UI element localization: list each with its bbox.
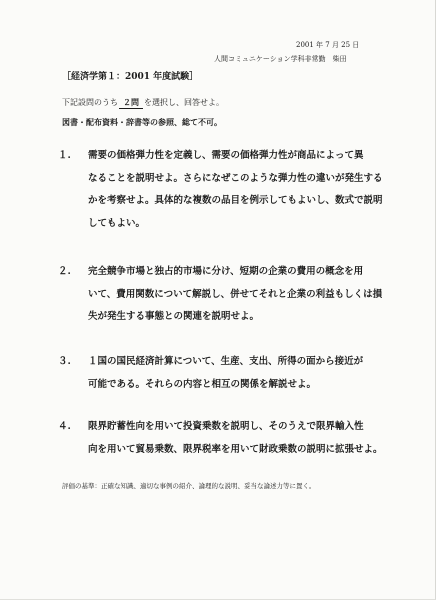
- question-line: 需要の価格弾力性を定義し、需要の価格弾力性が商品によって異: [88, 150, 364, 161]
- question-count: ２問: [119, 97, 143, 109]
- exam-title: ［経済学第１：2001 年度試験］: [62, 72, 199, 82]
- question-line: してもよい。: [88, 217, 146, 229]
- question-4: [58, 416, 398, 461]
- answer-instructions: [62, 97, 224, 109]
- question-line: 失が発生する事態との関連を説明せよ。: [88, 311, 260, 322]
- instructor-affiliation: 人間コミュニケーション学科非常勤 柴田: [214, 55, 347, 63]
- question-number: ３.: [58, 356, 71, 367]
- question-line: 向を用いて貿易乗数、限界税率を用いて財政乗数の説明に拡張せよ。: [88, 443, 383, 455]
- question-line: 完全競争市場と独占的市場に分け、短期の企業の費用の概念を用: [88, 266, 364, 277]
- question-line: かを考察せよ。具体的な複数の品目を例示してもよいし、数式で説明: [88, 195, 383, 206]
- evaluation-criteria: 評価の基準：正確な知識、適切な事例の紹介、論理的な説明、妥当な論述力等に置く。: [62, 482, 316, 490]
- exam-date: 2001 年 7 月 25 日: [296, 41, 360, 49]
- question-line: 可能である。それらの内容と相互の関係を解説せよ。: [88, 378, 317, 390]
- instructions-suffix: を選択し、回答せよ。: [144, 98, 224, 107]
- question-number: ２.: [58, 266, 71, 277]
- question-2: [58, 261, 398, 329]
- question-line: １国の国民経済計算について、生産、支出、所得の面から接近が: [88, 356, 364, 367]
- question-line: いて、費用関数について解説し、併せてそれと企業の利益もしくは損: [88, 288, 383, 300]
- question-3: [58, 351, 398, 396]
- instructions-prefix: 下記設問のうち: [62, 98, 118, 107]
- question-number: １.: [58, 150, 71, 161]
- question-line: 限界貯蓄性向を用いて投資乗数を説明し、そのうえで限界輸入性: [88, 421, 364, 432]
- reference-restriction-note: 図書・配布資料・辞書等の参照、総て不可。: [62, 117, 222, 127]
- question-1: [58, 145, 398, 235]
- question-line: なることを説明せよ。さらになぜこのような弾力性の違いが発生する: [88, 172, 383, 184]
- question-number: ４.: [58, 421, 71, 432]
